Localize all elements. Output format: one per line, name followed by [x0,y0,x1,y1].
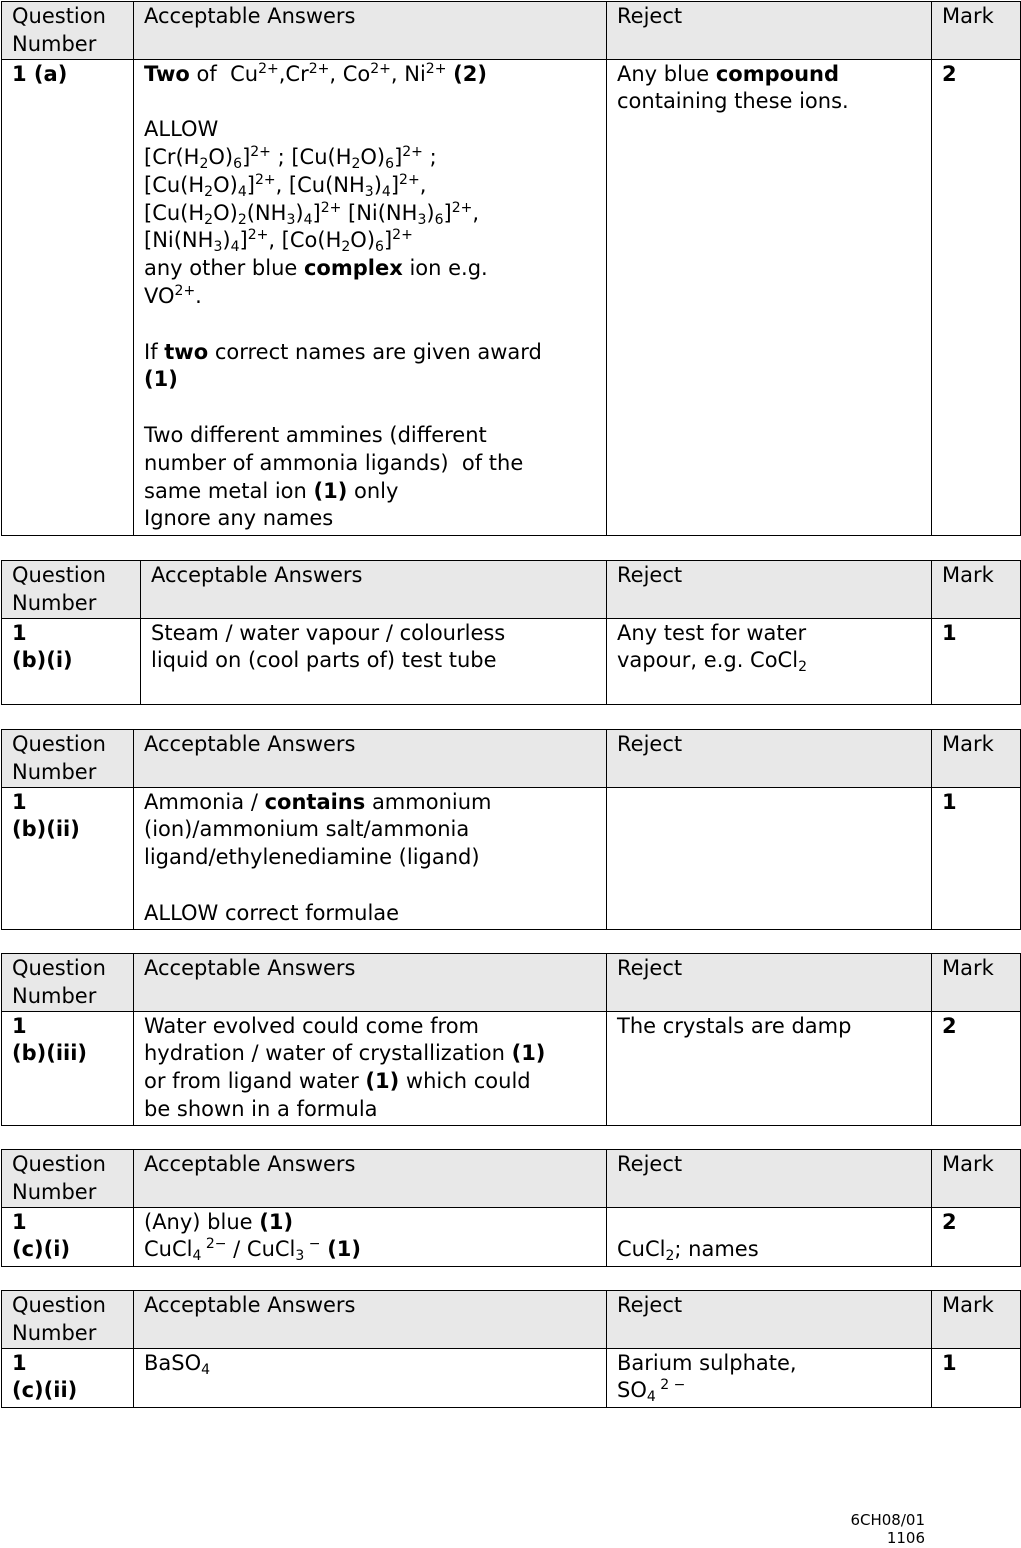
mark-header: Mark [932,730,1021,788]
answer-block: BaSO$_4$ [144,1350,211,1378]
mark-header: Mark [932,561,1021,619]
answer-row [2,1011,1021,1125]
reject-header: Reject [607,1291,932,1349]
reject-header: Reject [607,561,932,619]
header-row [2,954,1021,1012]
acceptable-answers [134,1011,607,1125]
question-table-1a [1,1,1021,536]
acceptable-answers-header: Acceptable Answers [134,1291,607,1349]
answer-spacer [144,88,596,116]
mark-value: 2 [932,1207,1021,1266]
answer-row [2,59,1021,535]
header-row [2,2,1021,60]
question-number-header: Question Number [2,2,134,60]
answer-row [2,1207,1021,1266]
question-number-header: Question Number [2,1150,134,1208]
reject-text: Any test for water vapour, e.g. CoCl$_2$ [607,618,932,704]
answer-row [2,787,1021,929]
acceptable-answers [134,59,607,535]
acceptable-answers [134,1348,607,1407]
answer-block: Water evolved could come from hydration / water of crystallization (1) or from ligand water (1) which could be shown in a formula [144,1013,546,1121]
mark-value: 2 [932,59,1021,535]
exam-session: 1106 [886,1529,925,1547]
answer-block: Steam / water vapour / colourless liquid on (cool parts of) test tube [151,620,506,673]
question-number-header: Question Number [2,561,141,619]
page-footer [850,1511,925,1547]
acceptable-answers [134,787,607,929]
reject-text: Barium sulphate, $SO_4$ $^{2 -}$ [607,1348,932,1407]
acceptable-answers-header: Acceptable Answers [134,1150,607,1208]
header-row [2,1291,1021,1349]
mark-header: Mark [932,1150,1021,1208]
question-number: 1 (b)(ii) [2,787,134,929]
question-number: 1 (c)(i) [2,1207,134,1266]
reject-text: Any blue compound containing these ions. [607,59,932,535]
question-table-1cii [1,1290,1021,1408]
header-row [2,561,1021,619]
answer-block: Two different ammines (different number of ammonia ligands) of the same metal ion (1) only Ignore any names [144,422,524,531]
header-row [2,730,1021,788]
question-table-1ci [1,1149,1021,1267]
acceptable-answers-header: Acceptable Answers [134,954,607,1012]
reject-text [607,787,932,929]
answer-block: ALLOW correct formulae [144,900,400,925]
question-table-1biii [1,953,1021,1126]
question-number-header: Question Number [2,954,134,1012]
mark-value: 1 [932,787,1021,929]
answer-spacer [144,872,596,900]
acceptable-answers [141,618,607,704]
question-table-1bii [1,729,1021,930]
mark-header: Mark [932,954,1021,1012]
answer-block: If two correct names are given award (1) [144,339,542,392]
mark-value: 2 [932,1011,1021,1125]
reject-text: The crystals are damp [607,1011,932,1125]
header-row [2,1150,1021,1208]
reject-header: Reject [607,730,932,788]
reject-header: Reject [607,2,932,60]
reject-header: Reject [607,1150,932,1208]
answer-block: (Any) blue (1) CuCl$_4$ $^{2-}$ / CuCl$_3$ − (1) [144,1209,362,1265]
answer-spacer [144,394,596,422]
mark-value: 1 [932,618,1021,704]
answer-row [2,1348,1021,1407]
question-table-1bi [1,560,1021,705]
acceptable-answers [134,1207,607,1266]
answer-block: ALLOW $[Cr(H_2O)_6]^{2+}$ ; $[Cu(H_2O)_6]^{2+}$ ; $[Cu(H_2O)_4]^{2+}$, $[Cu(NH_3)_4]^{2+}$, $[Cu(H_2O)_2(NH_3)_4]^{2+}$ $[Ni(NH_3)_6]^{2+}$, $[Ni(NH_3)_4]^{2+}$, $[Co(H_2O)_6]^{2+}$ any other blue complex ion e.g. $VO^{2+}$. [144,117,488,308]
question-number: 1 (b)(iii) [2,1011,134,1125]
answer-block: Two of $Cu^{2+},Cr^{2+}$, $Co^{2+}$, $Ni^{2+}$ (2) [144,60,487,86]
answer-row [2,618,1021,704]
question-number-header: Question Number [2,1291,134,1349]
mark-header: Mark [932,2,1021,60]
answer-spacer [144,311,596,339]
question-number: 1 (c)(ii) [2,1348,134,1407]
acceptable-answers-header: Acceptable Answers [134,2,607,60]
paper-code: 6CH08/01 [850,1511,925,1529]
reject-header: Reject [607,954,932,1012]
answer-block: Ammonia / contains ammonium (ion)/ammonium salt/ammonia ligand/ethylenediamine (ligand) [144,789,492,870]
question-number: 1 (b)(i) [2,618,141,704]
reject-text: CuCl$_2$; names [607,1207,932,1266]
mark-header: Mark [932,1291,1021,1349]
mark-value: 1 [932,1348,1021,1407]
question-number-header: Question Number [2,730,134,788]
acceptable-answers-header: Acceptable Answers [134,730,607,788]
acceptable-answers-header: Acceptable Answers [141,561,607,619]
question-number: 1 (a) [2,59,134,535]
